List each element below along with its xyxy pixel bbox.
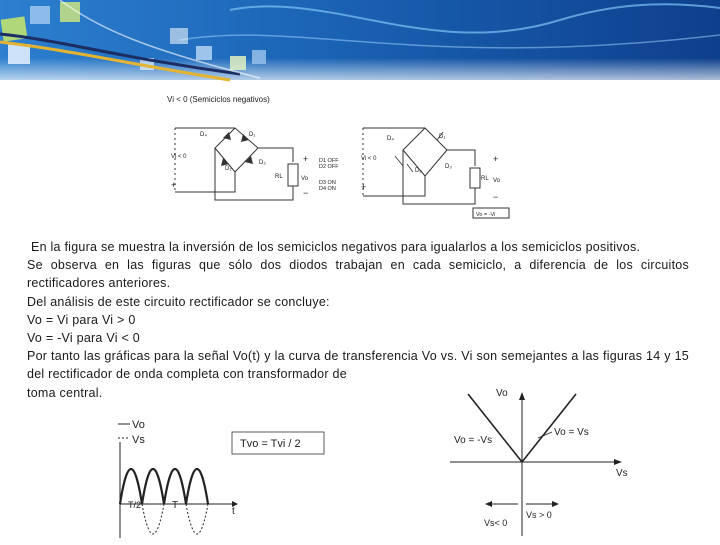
right-plus-label: + (493, 154, 499, 164)
right-d3-label: D₃ (445, 164, 452, 170)
t-half-label: T/2 (128, 500, 142, 510)
equation-negative: Vo = -Vi para Vi < 0 (27, 331, 140, 346)
legend-vs: Vs (132, 434, 145, 446)
legend-vo: Vo (132, 419, 145, 431)
left-d4-label: D₄ (200, 132, 207, 138)
left-plus-label: + (303, 154, 309, 164)
left-d2-label: D₂ (225, 166, 232, 172)
figure-caption: Vi < 0 (Semiciclos negativos) (167, 95, 270, 104)
left-vo-label: Vo (301, 176, 309, 182)
vo-waveform (120, 469, 208, 504)
left-state-3: D3 ON (319, 180, 336, 186)
right-bridge-circuit (363, 128, 509, 218)
header-banner (0, 0, 720, 88)
circuit-figure (163, 92, 523, 232)
body-text (27, 238, 689, 402)
left-bridge-circuit (175, 128, 298, 200)
transfer-graph (440, 380, 640, 540)
transfer-bottom-right: Vs > 0 (526, 510, 552, 520)
left-d3-label: D₃ (259, 160, 266, 166)
left-d1-label: D₁ (249, 132, 256, 138)
paragraph-diodes: Se observa en las figuras que sólo dos diodos trabajan en cada semiciclo, a diferencia de los circuitos rectificadores anteriores. (27, 258, 689, 291)
right-minus-label: − (493, 192, 499, 202)
left-plus-input: + (171, 180, 177, 190)
paragraph-analysis: Del análisis de este circuito rectificador se concluye: (27, 294, 330, 309)
right-vi-label: Vi < 0 (361, 156, 377, 162)
right-formula-label: Vo = -Vi (476, 212, 496, 218)
left-state-2: D2 OFF (319, 164, 339, 170)
left-rl-label: RL (275, 174, 283, 180)
left-minus-label: − (303, 188, 309, 198)
period-label: Tvo = Tvi / 2 (240, 438, 301, 450)
left-state-1: D1 OFF (319, 158, 339, 164)
left-state-4: D4 ON (319, 186, 336, 192)
waveform-graph (108, 418, 338, 540)
paragraph-inversion: En la figura se muestra la inversión de los semiciclos negativos para igualarlos a los semiciclos positivos. (31, 240, 641, 254)
paragraph-graphs: Por tanto las gráficas para la señal Vo(t) y la curva de transferencia Vo vs. Vi son semejantes a las figuras 14 y 15 del rectificador de onda completa con transformador de (27, 349, 689, 382)
right-d4-label: D₄ (387, 136, 394, 142)
t-full-label: T (172, 500, 179, 511)
transfer-x-label: Vs (616, 468, 628, 479)
circuit-diagram (163, 92, 523, 232)
transfer-y-label: Vo (496, 388, 508, 399)
right-plus-input: + (361, 182, 367, 192)
transfer-bottom-left: Vs< 0 (484, 518, 508, 528)
paragraph-graphs-end: toma central. (27, 385, 103, 400)
right-d1-label: D₁ (439, 134, 446, 140)
right-vo-label: Vo (493, 178, 501, 184)
right-d2-label: D₂ (415, 168, 422, 174)
equation-positive: Vo = Vi para Vi > 0 (27, 312, 136, 327)
transfer-right-label: Vo = Vs (554, 427, 589, 438)
left-vi-label: Vi < 0 (171, 154, 187, 160)
t-axis-label: t (232, 506, 235, 517)
transfer-left-label: Vo = -Vs (454, 435, 493, 446)
right-rl-label: RL (481, 176, 489, 182)
